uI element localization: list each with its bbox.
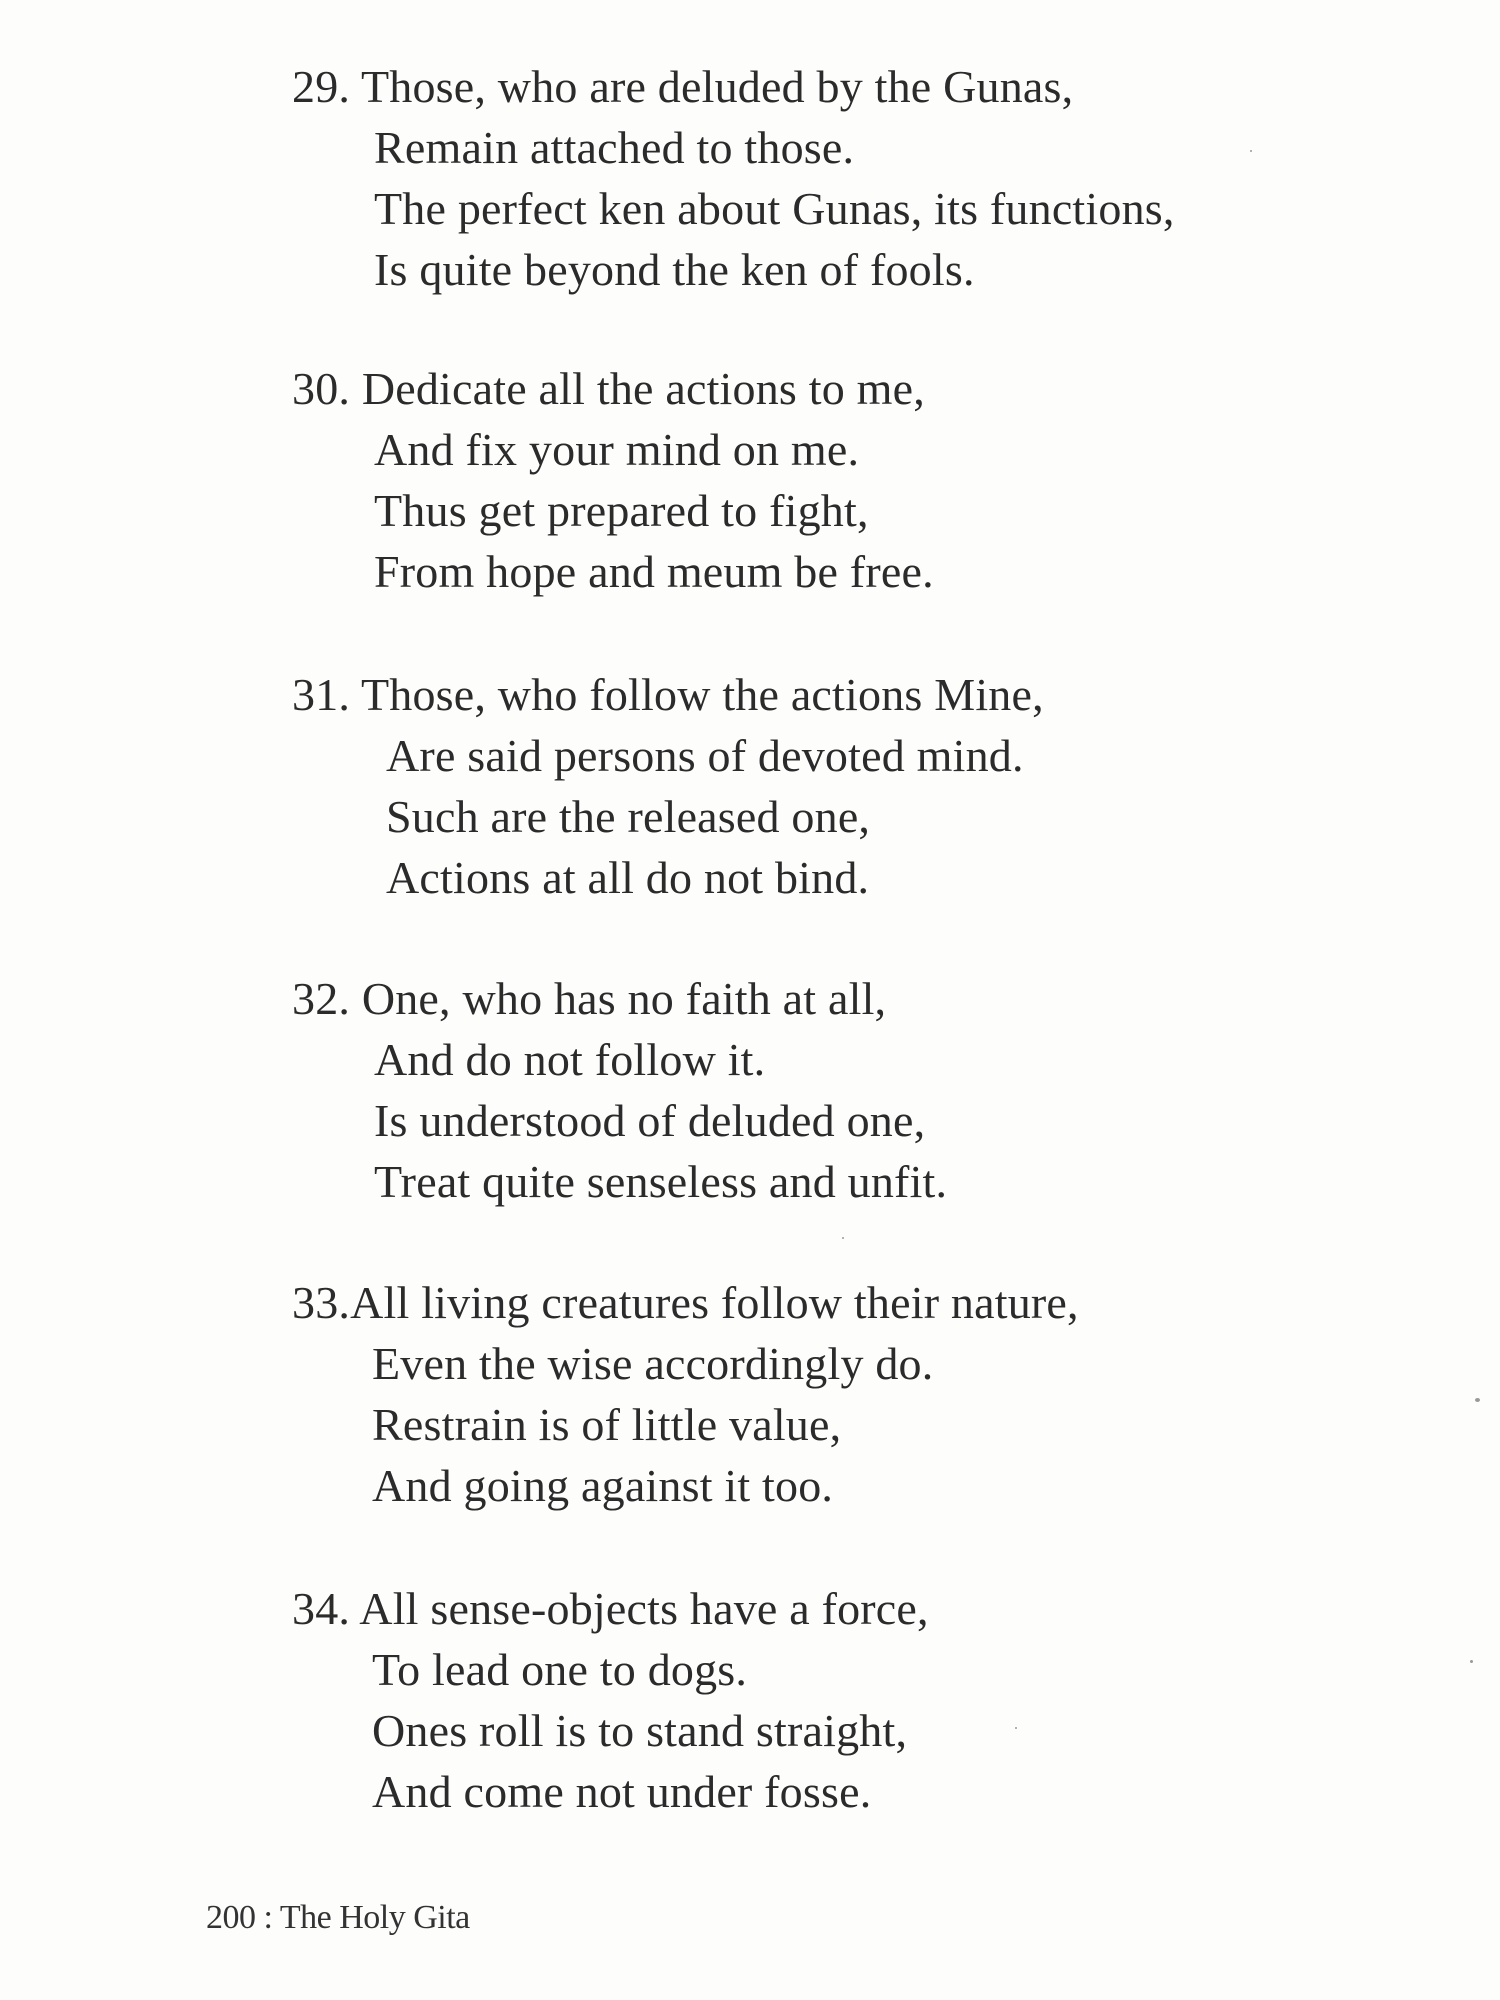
verse-line: And going against it too.: [372, 1460, 834, 1511]
verse-line: Are said persons of devoted mind.: [386, 730, 1024, 781]
footer-separator: :: [263, 1899, 273, 1936]
verse-32: [292, 968, 1292, 1212]
verse-line: Actions at all do not bind.: [386, 852, 870, 903]
book-title: The Holy Gita: [279, 1899, 470, 1936]
verse-line: Thus get prepared to fight,: [374, 485, 869, 536]
verse-number: 34.: [292, 1583, 351, 1634]
verse-31: [292, 664, 1292, 908]
verse-first-line: [292, 968, 1292, 1029]
verse-first-line: [292, 1272, 1292, 1333]
verse-line: Treat quite senseless and unfit.: [374, 1156, 948, 1207]
page-footer: [206, 1899, 470, 1937]
verse-line: All living creatures follow their nature,: [350, 1277, 1079, 1328]
verse-line: Such are the released one,: [386, 791, 871, 842]
verse-line: And do not follow it.: [374, 1034, 766, 1085]
verse-line: Those, who follow the actions Mine,: [360, 669, 1044, 720]
verse-line: Those, who are deluded by the Gunas,: [360, 61, 1074, 112]
verse-line: And come not under fosse.: [372, 1766, 872, 1817]
verse-first-line: [292, 358, 1292, 419]
scan-speck: [1015, 1727, 1017, 1729]
verse-30: [292, 358, 1292, 602]
page-number: 200: [206, 1899, 256, 1936]
verse-line: One, who has no faith at all,: [361, 973, 887, 1024]
verse-number: 33.: [292, 1277, 351, 1328]
verse-first-line: [292, 56, 1292, 117]
scan-speck: [1475, 1398, 1480, 1402]
verse-line: Ones roll is to stand straight,: [372, 1705, 908, 1756]
verse-first-line: [292, 664, 1292, 725]
verse-line: From hope and meum be free.: [374, 546, 934, 597]
scan-speck: [1250, 150, 1252, 152]
scan-speck: [842, 1237, 844, 1239]
verse-line: Is understood of deluded one,: [374, 1095, 926, 1146]
verse-line: All sense-objects have a force,: [359, 1583, 929, 1634]
verse-line: The perfect ken about Gunas, its functions,: [374, 183, 1175, 234]
verse-line: To lead one to dogs.: [372, 1644, 748, 1695]
verse-line: Restrain is of little value,: [372, 1399, 842, 1450]
verse-33: [292, 1272, 1292, 1516]
verse-line: Is quite beyond the ken of fools.: [374, 244, 975, 295]
verse-line: Even the wise accordingly do.: [372, 1338, 934, 1389]
verse-number: 31.: [292, 669, 351, 720]
verse-first-line: [292, 1578, 1292, 1639]
verse-line: And fix your mind on me.: [374, 424, 860, 475]
verse-number: 30.: [292, 363, 351, 414]
verse-29: [292, 56, 1292, 300]
scan-speck: [1470, 1660, 1473, 1663]
verse-line: Dedicate all the actions to me,: [361, 363, 925, 414]
verse-number: 32.: [292, 973, 351, 1024]
verse-number: 29.: [292, 61, 351, 112]
verse-line: Remain attached to those.: [374, 122, 855, 173]
verse-34: [292, 1578, 1292, 1822]
